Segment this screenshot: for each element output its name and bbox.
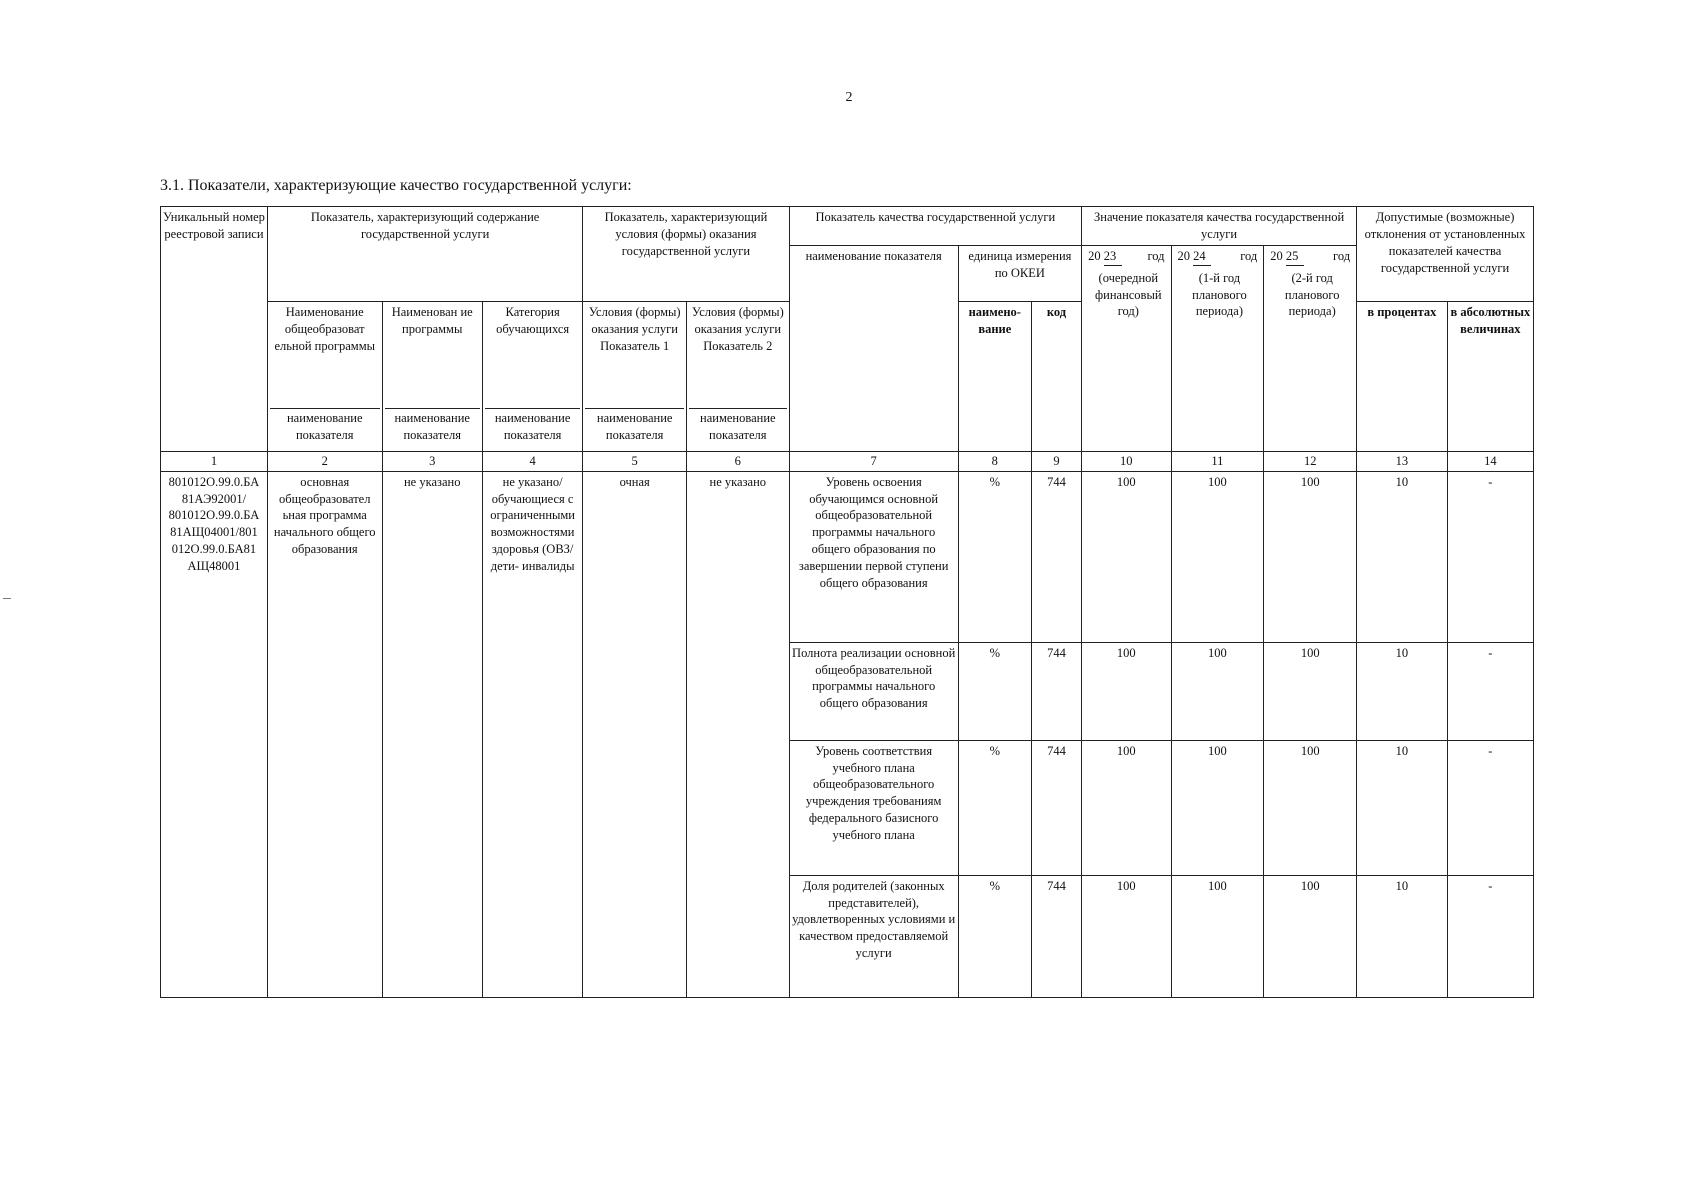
indicator-name: Полнота реализации основной общеобразовательной программы начального общего образования — [789, 642, 958, 740]
margin-mark — [3, 598, 11, 599]
indicator-absolute: - — [1447, 642, 1533, 740]
year-2-note: (1-й год планового периода) — [1192, 270, 1247, 319]
condition-2-indicator-label: наименование показателя — [689, 408, 787, 444]
indicator-percent: 10 — [1357, 471, 1448, 642]
column-number: 5 — [583, 451, 687, 471]
year-2-value: 24 — [1193, 248, 1211, 266]
year-3-word: год — [1333, 248, 1351, 263]
indicator-year-2: 100 — [1171, 875, 1264, 997]
indicator-unit: % — [958, 642, 1031, 740]
indicator-unit: % — [958, 471, 1031, 642]
page-number: 2 — [845, 90, 853, 105]
year-2-word: год — [1240, 248, 1258, 263]
year-3-note: (2-й год планового периода) — [1284, 270, 1340, 319]
header-percent: в процентах — [1357, 301, 1448, 451]
indicator-year-3: 100 — [1264, 740, 1357, 875]
column-number: 1 — [161, 451, 268, 471]
header-content-indicator: Показатель, характеризующий содержание государственной услуги — [267, 207, 582, 302]
indicator-year-2: 100 — [1171, 740, 1264, 875]
indicator-year-1: 100 — [1082, 471, 1171, 642]
column-number: 7 — [789, 451, 958, 471]
table-row — [161, 471, 1534, 642]
header-allowed-deviation: Допустимые (возможные) отклонения от установленных показателей качества государственной услуги — [1357, 207, 1534, 302]
indicator-percent: 10 — [1357, 642, 1448, 740]
indicator-name: Уровень соответствия учебного плана общеобразовательного учреждения требованиям федерального базисного учебного плана — [789, 740, 958, 875]
year-1-word: год — [1147, 248, 1165, 263]
header-program-name — [267, 301, 382, 451]
category-title: Категория обучающихся — [496, 304, 570, 336]
indicator-year-1: 100 — [1082, 875, 1171, 997]
indicator-code: 744 — [1031, 642, 1081, 740]
condition-2-value: не указано — [687, 471, 790, 997]
column-number: 2 — [267, 451, 382, 471]
indicator-absolute: - — [1447, 471, 1533, 642]
year-1-prefix: 20 — [1088, 248, 1101, 263]
program-name-indicator-label: наименование показателя — [270, 408, 380, 444]
condition-2-title: Условия (формы) оказания услуги Показатель 2 — [691, 304, 784, 353]
year-1-value: 23 — [1104, 248, 1122, 266]
indicator-code: 744 — [1031, 740, 1081, 875]
column-number: 4 — [482, 451, 582, 471]
year-1-note: (очередной финансовый год) — [1095, 270, 1162, 319]
program-indicator-label: наименование показателя — [385, 408, 480, 444]
indicator-code: 744 — [1031, 875, 1081, 997]
registry-number: 801012О.99.0.БА 81АЭ92001/ 801012О.99.0.БА 81АЩ04001/801 012О.99.0.БА81 АЩ48001 — [161, 471, 268, 997]
header-unit-name: наимено- вание — [958, 301, 1031, 451]
header-conditions-indicator: Показатель, характеризующий условия (формы) оказания государственной услуги — [583, 207, 789, 302]
column-number: 9 — [1031, 451, 1081, 471]
indicator-year-3: 100 — [1264, 642, 1357, 740]
column-number: 14 — [1447, 451, 1533, 471]
header-absolute: в абсолютных величинах — [1447, 301, 1533, 451]
category-indicator-label: наименование показателя — [485, 408, 580, 444]
indicator-name: Уровень освоения обучающимся основной общеобразовательной программы начального общего образования по завершении первой ступени общего образования — [789, 471, 958, 642]
year-3-prefix: 20 — [1270, 248, 1283, 263]
header-quality-indicator: Показатель качества государственной услуги — [789, 207, 1081, 246]
column-number: 6 — [687, 451, 790, 471]
program-name-title: Наименование общеобразоват ельной программы — [274, 304, 376, 353]
indicator-unit: % — [958, 740, 1031, 875]
header-year-3 — [1264, 245, 1357, 451]
header-unit-okei: единица измерения по ОКЕИ — [958, 245, 1081, 301]
quality-indicators-table — [160, 206, 1534, 998]
indicator-year-3: 100 — [1264, 471, 1357, 642]
indicator-percent: 10 — [1357, 875, 1448, 997]
indicator-absolute: - — [1447, 740, 1533, 875]
indicator-year-2: 100 — [1171, 471, 1264, 642]
condition-1-value: очная — [583, 471, 687, 997]
column-number: 3 — [382, 451, 482, 471]
indicator-absolute: - — [1447, 875, 1533, 997]
indicator-percent: 10 — [1357, 740, 1448, 875]
column-number: 12 — [1264, 451, 1357, 471]
section-title: 3.1. Показатели, характеризующие качество государственной услуги: — [160, 177, 632, 194]
program-name-value: не указано — [382, 471, 482, 997]
header-indicator-value: Значение показателя качества государственной услуги — [1082, 207, 1357, 246]
indicator-year-1: 100 — [1082, 740, 1171, 875]
indicator-unit: % — [958, 875, 1031, 997]
header-unit-code: код — [1031, 301, 1081, 451]
indicator-year-1: 100 — [1082, 642, 1171, 740]
condition-1-indicator-label: наименование показателя — [585, 408, 684, 444]
program-value: основная общеобразовател ьная программа начального общего образования — [267, 471, 382, 997]
header-registry-number: Уникальный номер реестровой записи — [161, 207, 268, 452]
column-number: 13 — [1357, 451, 1448, 471]
header-program — [382, 301, 482, 451]
indicator-code: 744 — [1031, 471, 1081, 642]
header-condition-1 — [583, 301, 687, 451]
header-indicator-name: наименование показателя — [789, 245, 958, 451]
indicator-name: Доля родителей (законных представителей), удовлетворенных условиями и качеством предоставляемой услуги — [789, 875, 958, 997]
column-number: 11 — [1171, 451, 1264, 471]
indicator-year-3: 100 — [1264, 875, 1357, 997]
indicator-year-2: 100 — [1171, 642, 1264, 740]
column-number: 10 — [1082, 451, 1171, 471]
category-value: не указано/ обучающиеся с ограниченными возможностями здоровья (ОВЗ/дети- инвалиды — [482, 471, 582, 997]
year-3-value: 25 — [1286, 248, 1304, 266]
header-year-2 — [1171, 245, 1264, 451]
header-year-1 — [1082, 245, 1171, 451]
header-condition-2 — [687, 301, 790, 451]
year-2-prefix: 20 — [1177, 248, 1191, 263]
column-number: 8 — [958, 451, 1031, 471]
condition-1-title: Условия (формы) оказания услуги Показатель 1 — [588, 304, 681, 353]
header-category — [482, 301, 582, 451]
program-title: Наименован ие программы — [391, 304, 473, 336]
